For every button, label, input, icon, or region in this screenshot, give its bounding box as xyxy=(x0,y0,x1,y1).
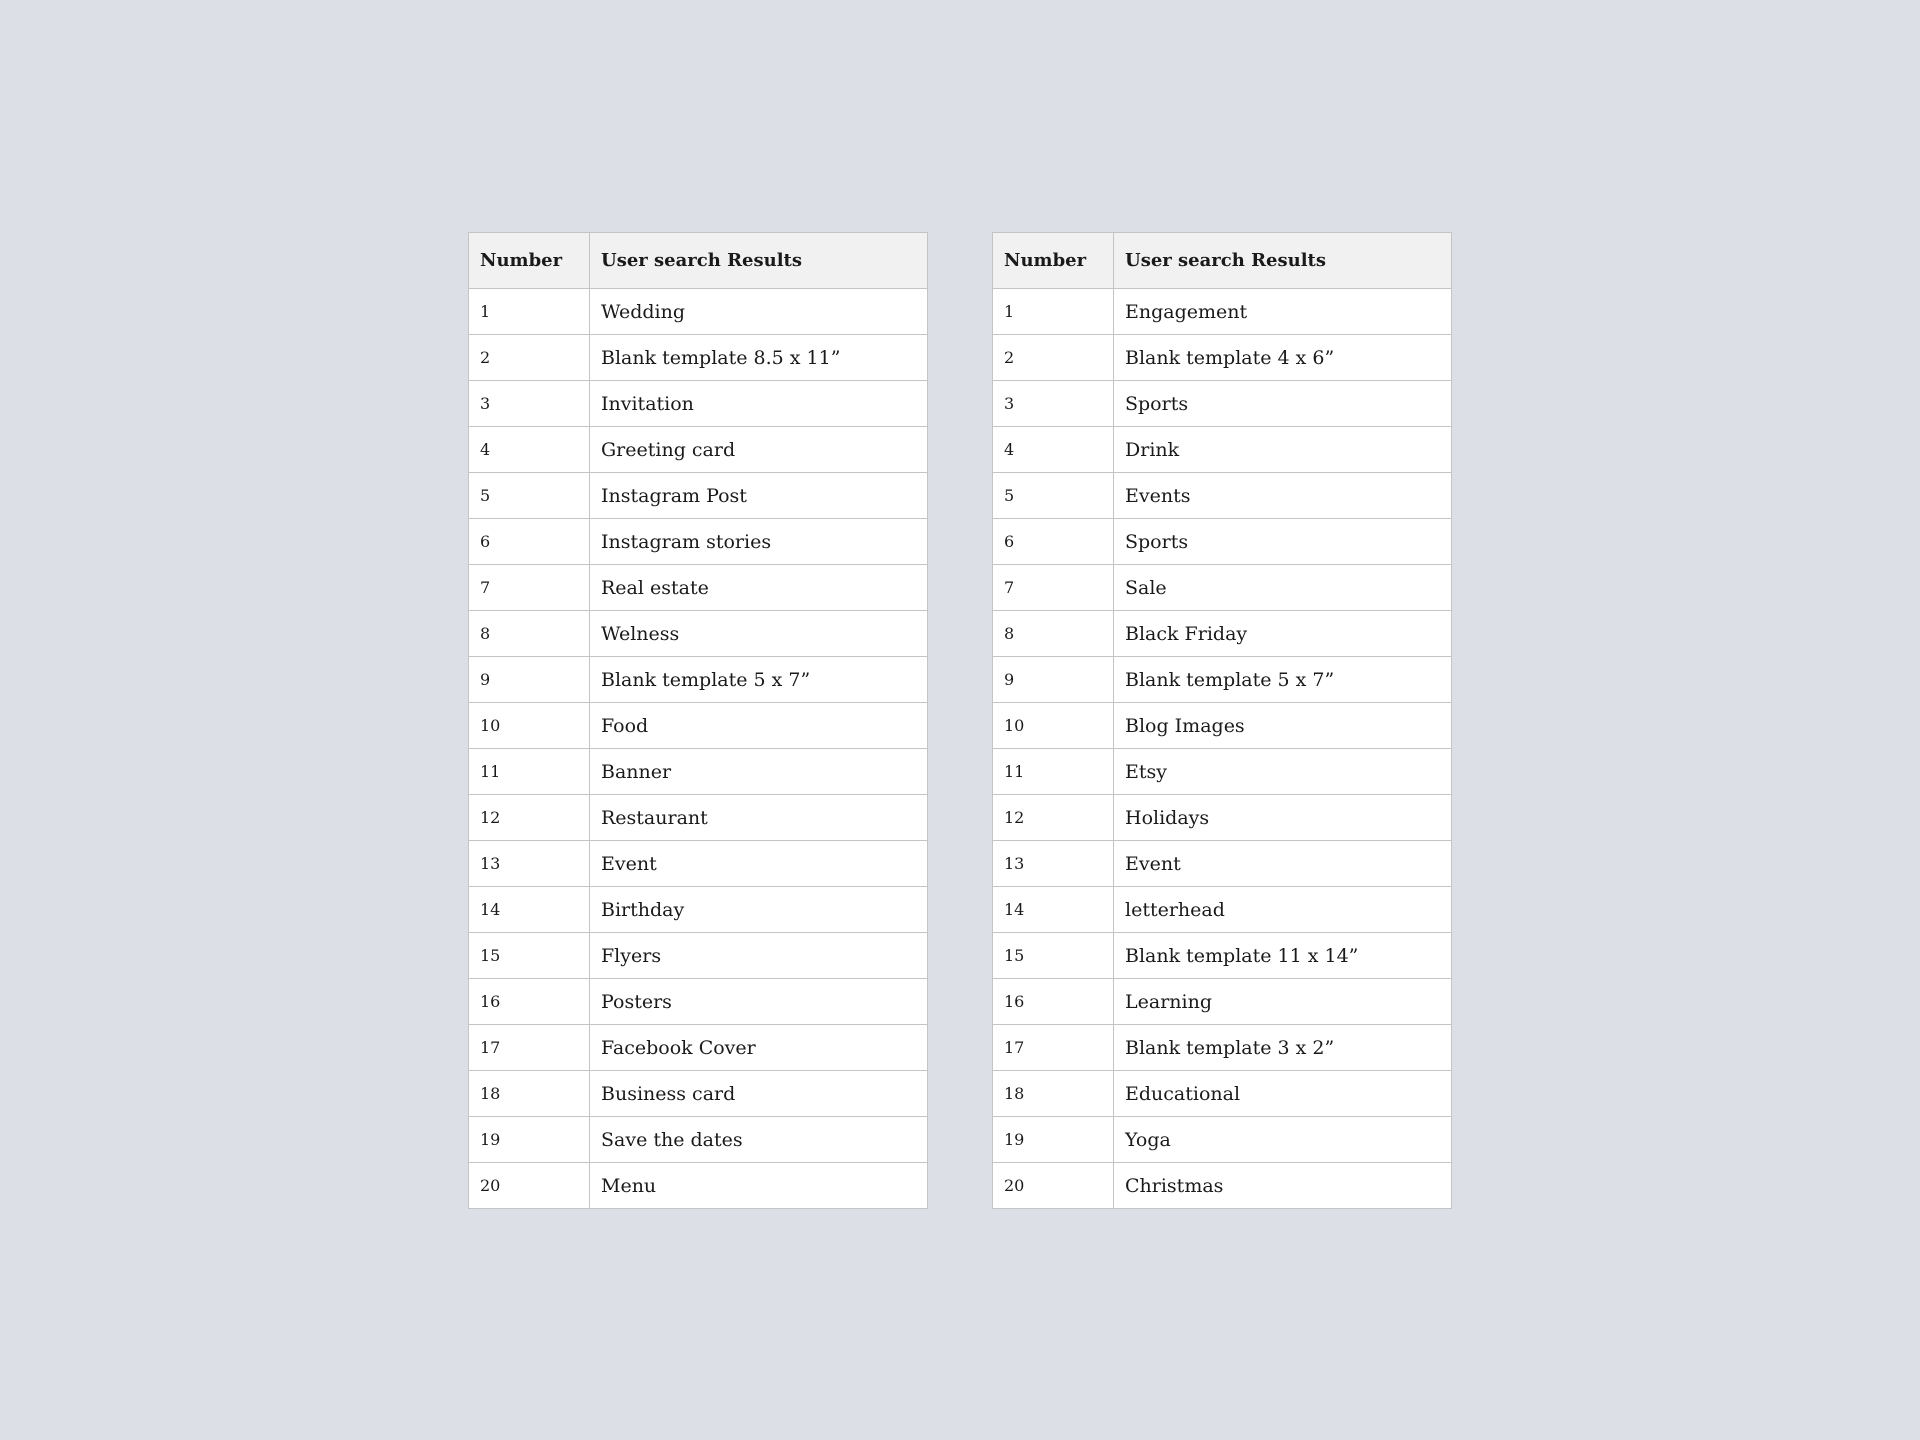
row-number-cell: 19 xyxy=(469,1117,590,1163)
search-result-cell: Sports xyxy=(1114,519,1452,565)
row-number-cell: 11 xyxy=(469,749,590,795)
table-header-row xyxy=(993,233,1452,289)
row-number-cell: 2 xyxy=(469,335,590,381)
table-row xyxy=(993,289,1452,335)
table-row xyxy=(993,1163,1452,1209)
search-result-cell: Save the dates xyxy=(590,1117,928,1163)
row-number-cell: 13 xyxy=(469,841,590,887)
search-result-cell: Yoga xyxy=(1114,1117,1452,1163)
search-result-cell: Engagement xyxy=(1114,289,1452,335)
search-result-cell: Real estate xyxy=(590,565,928,611)
search-result-cell: Menu xyxy=(590,1163,928,1209)
search-result-cell: Events xyxy=(1114,473,1452,519)
row-number-cell: 14 xyxy=(993,887,1114,933)
row-number-cell: 4 xyxy=(469,427,590,473)
table-row xyxy=(993,979,1452,1025)
search-result-cell: Event xyxy=(1114,841,1452,887)
table-row xyxy=(469,1025,928,1071)
search-result-cell: Blog Images xyxy=(1114,703,1452,749)
row-number-cell: 3 xyxy=(469,381,590,427)
search-result-cell: Blank template 4 x 6” xyxy=(1114,335,1452,381)
table-row xyxy=(469,289,928,335)
row-number-cell: 18 xyxy=(469,1071,590,1117)
table-row xyxy=(993,335,1452,381)
row-number-cell: 17 xyxy=(993,1025,1114,1071)
search-result-cell: Food xyxy=(590,703,928,749)
search-results-table-right xyxy=(992,232,1452,1209)
table-row xyxy=(993,427,1452,473)
search-result-cell: Educational xyxy=(1114,1071,1452,1117)
row-number-cell: 5 xyxy=(469,473,590,519)
search-result-cell: Welness xyxy=(590,611,928,657)
row-number-cell: 17 xyxy=(469,1025,590,1071)
search-result-cell: Holidays xyxy=(1114,795,1452,841)
table-header-row xyxy=(469,233,928,289)
table-row xyxy=(993,795,1452,841)
number-column-header: Number xyxy=(993,233,1114,289)
search-result-cell: Instagram Post xyxy=(590,473,928,519)
row-number-cell: 16 xyxy=(469,979,590,1025)
search-result-cell: Etsy xyxy=(1114,749,1452,795)
search-result-cell: Learning xyxy=(1114,979,1452,1025)
row-number-cell: 7 xyxy=(469,565,590,611)
table-body xyxy=(469,289,928,1209)
table-row xyxy=(469,841,928,887)
search-result-cell: Black Friday xyxy=(1114,611,1452,657)
row-number-cell: 6 xyxy=(993,519,1114,565)
table-row xyxy=(993,519,1452,565)
table-row xyxy=(469,933,928,979)
results-column-header: User search Results xyxy=(1114,233,1452,289)
table-row xyxy=(993,887,1452,933)
search-result-cell: letterhead xyxy=(1114,887,1452,933)
row-number-cell: 3 xyxy=(993,381,1114,427)
table-row xyxy=(469,519,928,565)
search-result-cell: Restaurant xyxy=(590,795,928,841)
row-number-cell: 12 xyxy=(993,795,1114,841)
table-row xyxy=(993,657,1452,703)
row-number-cell: 12 xyxy=(469,795,590,841)
search-result-cell: Blank template 11 x 14” xyxy=(1114,933,1452,979)
table-row xyxy=(469,795,928,841)
row-number-cell: 9 xyxy=(993,657,1114,703)
row-number-cell: 19 xyxy=(993,1117,1114,1163)
row-number-cell: 2 xyxy=(993,335,1114,381)
row-number-cell: 13 xyxy=(993,841,1114,887)
search-result-cell: Blank template 5 x 7” xyxy=(590,657,928,703)
row-number-cell: 10 xyxy=(993,703,1114,749)
search-result-cell: Blank template 8.5 x 11” xyxy=(590,335,928,381)
table-row xyxy=(469,473,928,519)
results-column-header: User search Results xyxy=(590,233,928,289)
table-row xyxy=(993,703,1452,749)
table-row xyxy=(993,473,1452,519)
table-row xyxy=(993,1025,1452,1071)
row-number-cell: 9 xyxy=(469,657,590,703)
table-row xyxy=(469,427,928,473)
row-number-cell: 1 xyxy=(993,289,1114,335)
table-row xyxy=(993,611,1452,657)
table-row xyxy=(469,887,928,933)
row-number-cell: 1 xyxy=(469,289,590,335)
row-number-cell: 6 xyxy=(469,519,590,565)
row-number-cell: 5 xyxy=(993,473,1114,519)
table-row xyxy=(993,565,1452,611)
table-row xyxy=(469,657,928,703)
row-number-cell: 20 xyxy=(993,1163,1114,1209)
table-row xyxy=(469,703,928,749)
table-row xyxy=(469,1163,928,1209)
search-result-cell: Sports xyxy=(1114,381,1452,427)
table-row xyxy=(993,749,1452,795)
search-result-cell: Facebook Cover xyxy=(590,1025,928,1071)
search-result-cell: Posters xyxy=(590,979,928,1025)
table-row xyxy=(469,611,928,657)
search-result-cell: Wedding xyxy=(590,289,928,335)
table-body xyxy=(993,289,1452,1209)
search-result-cell: Christmas xyxy=(1114,1163,1452,1209)
search-result-cell: Birthday xyxy=(590,887,928,933)
table-row xyxy=(469,749,928,795)
table-row xyxy=(469,979,928,1025)
table-row xyxy=(469,565,928,611)
row-number-cell: 7 xyxy=(993,565,1114,611)
row-number-cell: 11 xyxy=(993,749,1114,795)
row-number-cell: 20 xyxy=(469,1163,590,1209)
table-row xyxy=(469,1117,928,1163)
table-row xyxy=(993,933,1452,979)
row-number-cell: 14 xyxy=(469,887,590,933)
search-result-cell: Banner xyxy=(590,749,928,795)
row-number-cell: 15 xyxy=(469,933,590,979)
table-row xyxy=(993,1071,1452,1117)
search-result-cell: Drink xyxy=(1114,427,1452,473)
search-result-cell: Blank template 5 x 7” xyxy=(1114,657,1452,703)
table-row xyxy=(993,841,1452,887)
search-result-cell: Blank template 3 x 2” xyxy=(1114,1025,1452,1071)
row-number-cell: 16 xyxy=(993,979,1114,1025)
search-result-cell: Sale xyxy=(1114,565,1452,611)
search-result-cell: Instagram stories xyxy=(590,519,928,565)
search-result-cell: Event xyxy=(590,841,928,887)
table-row xyxy=(469,1071,928,1117)
table-row xyxy=(469,381,928,427)
search-result-cell: Business card xyxy=(590,1071,928,1117)
row-number-cell: 8 xyxy=(469,611,590,657)
search-results-table-left xyxy=(468,232,928,1209)
search-result-cell: Invitation xyxy=(590,381,928,427)
table-row xyxy=(993,1117,1452,1163)
number-column-header: Number xyxy=(469,233,590,289)
table-row xyxy=(469,335,928,381)
row-number-cell: 4 xyxy=(993,427,1114,473)
row-number-cell: 8 xyxy=(993,611,1114,657)
search-result-cell: Greeting card xyxy=(590,427,928,473)
table-row xyxy=(993,381,1452,427)
row-number-cell: 10 xyxy=(469,703,590,749)
row-number-cell: 18 xyxy=(993,1071,1114,1117)
search-result-cell: Flyers xyxy=(590,933,928,979)
row-number-cell: 15 xyxy=(993,933,1114,979)
